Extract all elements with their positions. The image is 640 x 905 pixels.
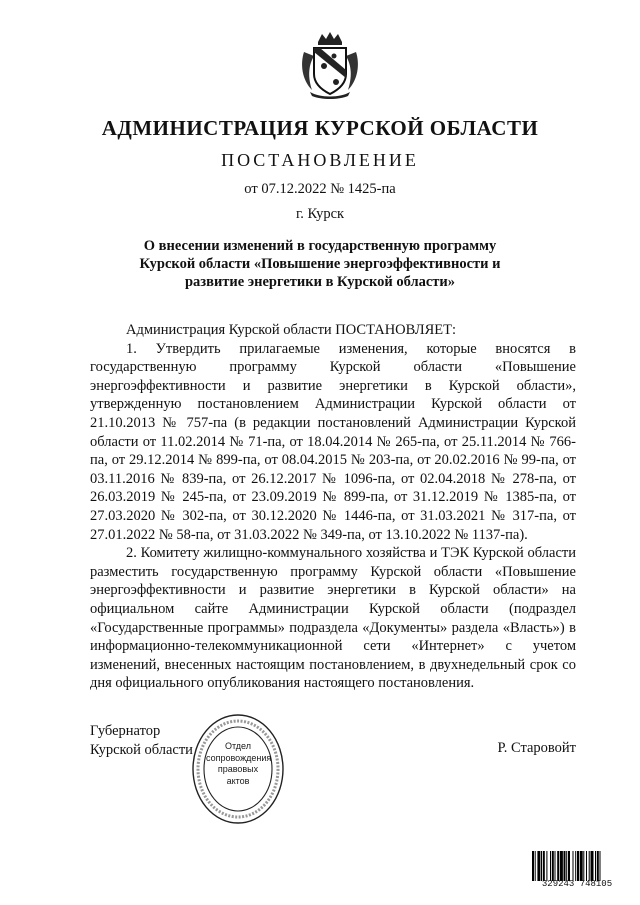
signer-name: Р. Старовойт: [497, 740, 576, 756]
barcode-icon: [532, 851, 622, 881]
stamp-line: сопровождения: [206, 752, 272, 763]
signer-title-line: Губернатор: [90, 723, 161, 739]
document-body: [90, 321, 576, 693]
signer-title: [90, 722, 193, 760]
signer-title-line: Курской области: [90, 742, 193, 758]
document-date-number: от 07.12.2022 № 1425-па: [244, 181, 396, 197]
stamp-line: актов: [226, 775, 250, 786]
barcode-number: 329243 748105: [541, 879, 613, 889]
subject-line: Курской области «Повышение энергоэффективности и: [139, 256, 501, 272]
subject-line: развитие энергетики в Курской области»: [184, 274, 456, 290]
document-subject: [100, 237, 540, 291]
organization-title: АДМИНИСТРАЦИЯ КУРСКОЙ ОБЛАСТИ: [101, 116, 539, 140]
document-type: ПОСТАНОВЛЕНИЕ: [221, 150, 419, 170]
resolution-item-2: 2. Комитету жилищно-коммунального хозяйства и ТЭК Курской области разместить государственную программу Курской области «Повышение энергоэффективности и развитие энергетики в Курской области» на официальном сайте Администрации Курской области (подраздел «Государственные программы» подраздела «Документы» раздела «Власть») в информационно-телекоммуникационной сети «Интернет» с учетом изменений, внесенных настоящим постановлением, в двухнедельный срок со дня официального опубликования настоящего постановления.: [90, 545, 576, 692]
stamp-line: правовых: [217, 764, 259, 774]
document-city: г. Курск: [295, 206, 345, 222]
resolution-lead: Администрация Курской области ПОСТАНОВЛЯЕТ:: [126, 322, 457, 338]
stamp-line: Отдел: [224, 741, 252, 751]
kursk-coat-of-arms-icon: [298, 30, 362, 100]
resolution-item-1: 1. Утвердить прилагаемые изменения, которые вносятся в государственную программу Курской области «Повышение энергоэффективности и развитие энергетики в Курской области», утвержденную постановлением Администрации Курской области от 21.10.2013 № 757-па (в редакции постановлений Администрации Курской области от 11.02.2014 № 71-па, от 18.04.2014 № 265-па, от 25.11.2014 № 766-па, от 29.12.2014 № 899-па, от 08.04.2015 № 203-па, от 20.02.2016 № 99-па, от 03.11.2016 № 839-па, от 26.12.2017 № 1096-па, от 02.04.2018 № 278-па, от 26.03.2019 № 245-па, от 23.09.2019 № 899-па, от 31.12.2019 № 1385-па, от 27.03.2020 № 302-па, от 30.12.2020 № 1446-па, от 31.03.2021 № 317-па, от 27.01.2022 № 58-па, от 31.03.2022 № 349-па, от 13.10.2022 № 1137-па).: [90, 340, 576, 543]
subject-line: О внесении изменений в государственную программу: [143, 238, 497, 254]
stamp-text: [206, 741, 270, 787]
